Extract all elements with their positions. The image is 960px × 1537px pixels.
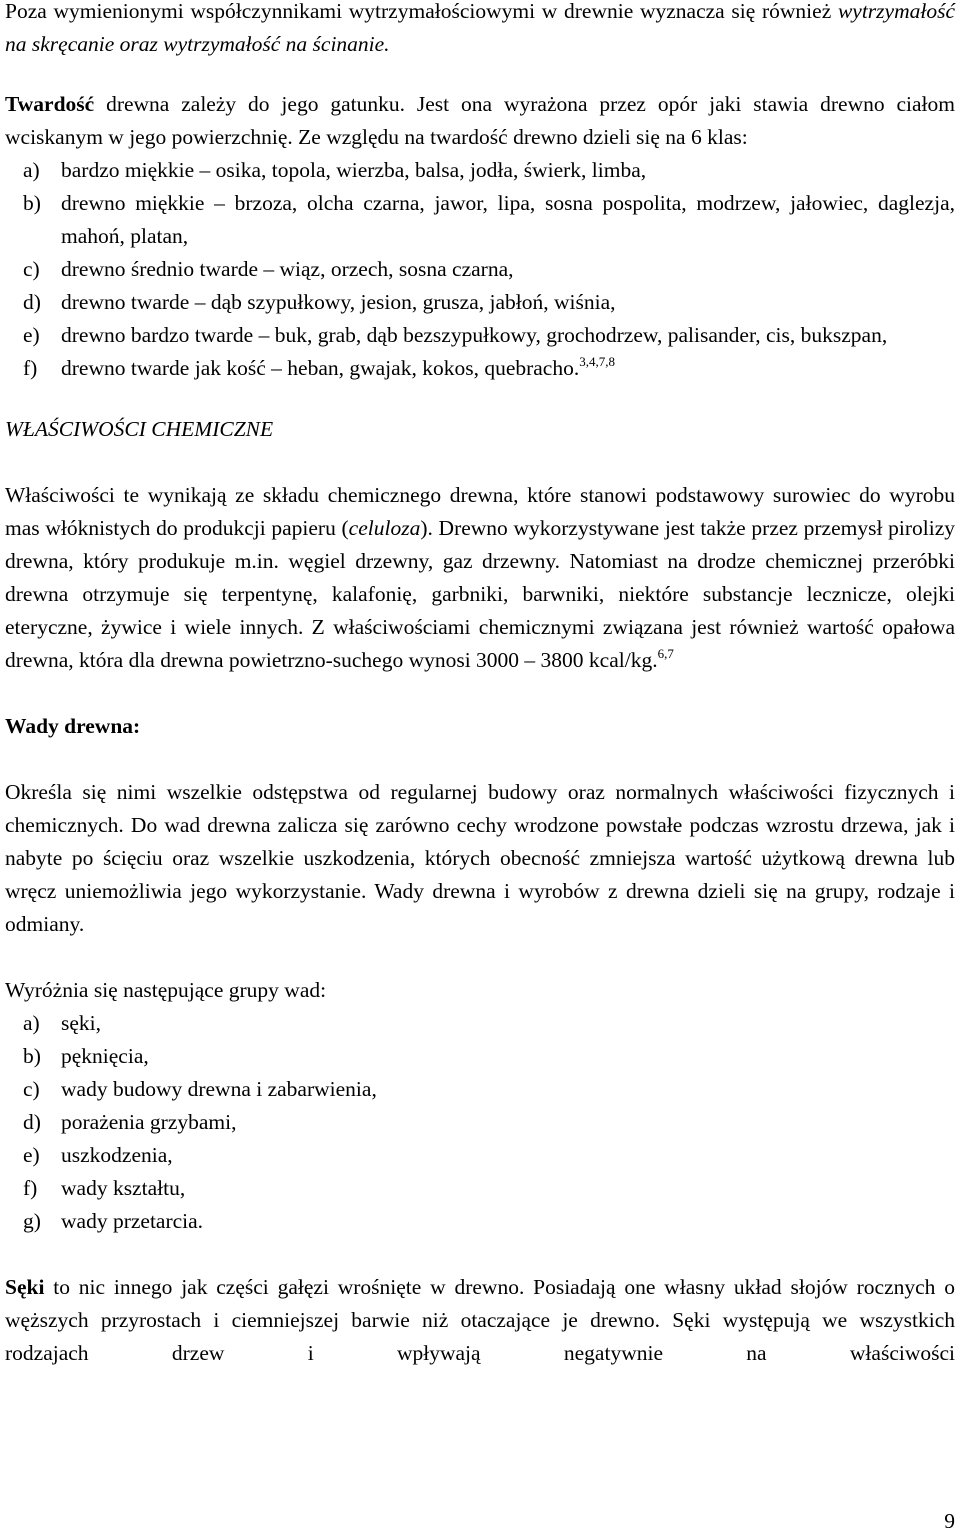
list-item (5, 286, 955, 319)
list-item-text: porażenia grzybami, (61, 1110, 237, 1134)
list-item-text: drewno miękkie – brzoza, olcha czarna, jawor, lipa, sosna pospolita, modrzew, jałowiec, daglezja, mahoń, platan, (61, 191, 955, 248)
citation-superscript: 3,4,7,8 (579, 354, 615, 369)
list-item-label: f) (23, 1176, 38, 1200)
list-item-text: wady przetarcia. (61, 1209, 204, 1233)
list-item-text: sęki, (61, 1011, 102, 1035)
chemical-text-continued: ). Drewno wykorzystywane jest także przez przemysł pirolizy drewna, który produkuje m.in. węgiel drzewny, gaz drzewny. Natomiast na drodze chemicznej przeróbki drewna otrzymuje się terpentynę, kalafonię, garbniki, barwniki, niektóre substancje lecznicze, olejki eteryczne, żywice i wiele innych. Z właściwościami chemicznymi związana jest również wartość opałowa drewna, która dla drewna powietrzno-suchego wynosi 3000 – 3800 kcal/kg. (5, 516, 955, 672)
list-item-text: drewno twarde jak kość – heban, gwajak, kokos, quebracho. (61, 356, 580, 380)
list-item-label: d) (23, 1110, 41, 1134)
list-item-text: drewno twarde – dąb szypułkowy, jesion, grusza, jabłoń, wiśnia, (61, 290, 616, 314)
list-item (5, 1172, 955, 1205)
intro-paragraph (5, 0, 955, 61)
cellulose-term: celuloza (348, 516, 421, 540)
document-page (5, 0, 955, 1403)
list-item-text: wady kształtu, (61, 1176, 186, 1200)
wood-defects-heading: Wady drewna: (5, 714, 141, 738)
list-item-label: g) (23, 1209, 41, 1233)
knots-paragraph (5, 1271, 955, 1403)
list-item (5, 154, 955, 187)
intro-text: Poza wymienionymi współczynnikami wytrzymałościowymi w drewnie wyznacza się również (5, 0, 838, 23)
list-item-label: c) (23, 1077, 40, 1101)
list-item-label: f) (23, 356, 38, 380)
chemical-paragraph (5, 479, 955, 677)
hardness-classes-list (5, 154, 955, 385)
list-item-text: drewno bardzo twarde – buk, grab, dąb bezszypułkowy, grochodrzew, palisander, cis, bukszpan, (61, 323, 888, 347)
hardness-text: drewna zależy do jego gatunku. Jest ona wyrażona przez opór jaki stawia drewno ciałom wciskanym w jego powierzchnię. Ze względu na twardość drewno dzieli się na 6 klas: (5, 92, 955, 149)
knots-term: Sęki (5, 1275, 45, 1299)
list-item (5, 253, 955, 286)
chemical-text: Właściwości te wynikają ze składu chemicznego drewna, które stanowi podstawowy surowiec do wyrobu mas włóknistych do produkcji papieru ( (5, 483, 955, 540)
list-item-label: e) (23, 323, 40, 347)
defects-paragraph: Określa się nimi wszelkie odstępstwa od regularnej budowy oraz normalnych właściwości fizycznych i chemicznych. Do wad drewna zalicza się zarówno cechy wrodzone powstałe podczas wzrostu drzewa, jak i nabyte po ścięciu oraz wszelkie uszkodzenia, których obecność zmniejsza wartość użytkową drewna lub wręcz uniemożliwia jego wykorzystanie. Wady drewna i wyrobów z drewna dzieli się na grupy, rodzaje i odmiany. (5, 780, 955, 936)
list-item-text: drewno średnio twarde – wiąz, orzech, sosna czarna, (61, 257, 514, 281)
list-item-label: a) (23, 1011, 40, 1035)
list-item (5, 1040, 955, 1073)
list-item-text: wady budowy drewna i zabarwienia, (61, 1077, 377, 1101)
hardness-paragraph (5, 88, 955, 154)
list-item (5, 319, 955, 352)
defect-groups-list (5, 1007, 955, 1238)
list-item-label: b) (23, 1044, 41, 1068)
page-number: 9 (944, 1509, 955, 1533)
intro-italic-text: wytrzymałość na skręcanie oraz wytrzymałość na ścinanie. (5, 0, 955, 56)
list-item (5, 352, 955, 385)
list-item (5, 1106, 955, 1139)
list-item-text: uszkodzenia, (61, 1143, 173, 1167)
citation-superscript: 6,7 (657, 646, 674, 661)
list-item (5, 1139, 955, 1172)
chemical-properties-heading: WŁAŚCIWOŚCI CHEMICZNE (5, 417, 274, 441)
list-item-label: e) (23, 1143, 40, 1167)
knots-text: to nic innego jak części gałęzi wrośnięte w drewno. Posiadają one własny układ słojów rocznych o węższych przyrostach i ciemniejszej barwie niż otaczające je drewno. Sęki występują we wszystkich rodzajach drzew i wpływają negatywnie na właściwości (5, 1275, 955, 1365)
list-item (5, 1205, 955, 1238)
list-item-label: b) (23, 191, 41, 215)
list-item-label: d) (23, 290, 41, 314)
list-item (5, 1073, 955, 1106)
list-item (5, 1007, 955, 1040)
list-item-text: pęknięcia, (61, 1044, 149, 1068)
list-item-text: bardzo miękkie – osika, topola, wierzba, balsa, jodła, świerk, limba, (61, 158, 647, 182)
defect-groups-intro: Wyróżnia się następujące grupy wad: (5, 978, 327, 1002)
hardness-term: Twardość (5, 92, 95, 116)
list-item-label: c) (23, 257, 40, 281)
list-item-label: a) (23, 158, 40, 182)
list-item (5, 187, 955, 253)
